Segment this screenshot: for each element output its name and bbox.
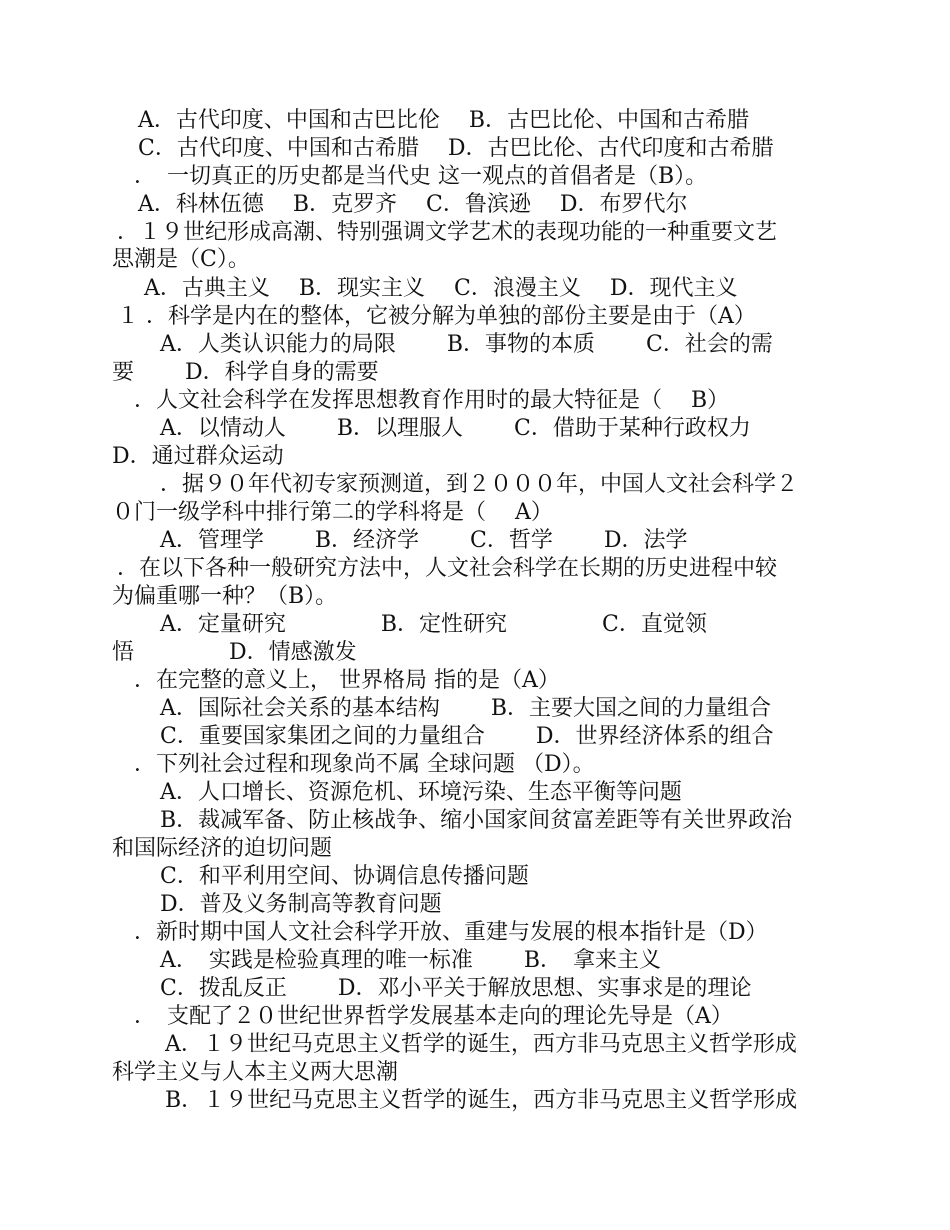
text-line: A．古代印度、中国和古巴比伦 B．古巴比伦、中国和古希腊 bbox=[138, 108, 750, 133]
text-line: A．古典主义 B．现实主义 C．浪漫主义 D．现代主义 bbox=[144, 276, 738, 301]
text-line: ． 一切真正的历史都是当代史 这一观点的首倡者是（B）。 bbox=[134, 164, 708, 189]
text-line: A．人类认识能力的局限 B．事物的本质 C．社会的需 bbox=[160, 332, 773, 357]
text-line: 思潮是（C）。 bbox=[112, 247, 250, 272]
text-line: ．１９世纪形成高潮、特别强调文学艺术的表现功能的一种重要文艺 bbox=[117, 220, 778, 245]
text-line: A．人口增长、资源危机、环境污染、生态平衡等问题 bbox=[160, 780, 682, 805]
text-line: 悟 D．情感激发 bbox=[112, 640, 357, 665]
text-line: A．管理学 B．经济学 C．哲学 D．法学 bbox=[160, 528, 688, 553]
text-line: 要 D．科学自身的需要 bbox=[112, 360, 379, 385]
text-line: ．下列社会过程和现象尚不属 全球问题 （D）。 bbox=[134, 752, 595, 777]
text-line: A．定量研究 B．定性研究 C．直觉领 bbox=[160, 612, 707, 637]
text-line: B．１９世纪马克思主义哲学的诞生，西方非马克思主义哲学形成 bbox=[165, 1088, 798, 1113]
text-line: ．据９０年代初专家预测道，到２０００年，中国人文社会科学２ bbox=[160, 472, 799, 497]
text-line: B．裁减军备、防止核战争、缩小国家间贫富差距等有关世界政治 bbox=[160, 808, 793, 833]
text-line: A．１９世纪马克思主义哲学的诞生，西方非马克思主义哲学形成 bbox=[165, 1032, 797, 1057]
text-line: A． 实践是检验真理的唯一标准 B． 拿来主义 bbox=[160, 948, 662, 973]
text-line: A．以情动人 B．以理服人 C．借助于某种行政权力 bbox=[160, 416, 751, 441]
text-line: D．通过群众运动 bbox=[112, 444, 284, 469]
text-line: C．古代印度、中国和古希腊 D．古巴比伦、古代印度和古希腊 bbox=[138, 136, 774, 161]
text-line: ．新时期中国人文社会科学开放、重建与发展的根本指针是（D） bbox=[134, 920, 768, 945]
text-line: ．在完整的意义上， 世界格局 指的是（A） bbox=[134, 668, 560, 693]
text-line: D．普及义务制高等教育问题 bbox=[160, 892, 442, 917]
text-line: C．拨乱反正 D．邓小平关于解放思想、实事求是的理论 bbox=[160, 976, 752, 1001]
text-line: ． 支配了２０世纪世界哲学发展基本走向的理论先导是（A） bbox=[134, 1004, 733, 1029]
text-line: ０门一级学科中排行第二的学科将是（ A） bbox=[112, 500, 553, 525]
text-line: １ ．科学是内在的整体，它被分解为单独的部份主要是由于（A） bbox=[117, 304, 756, 329]
text-line: C．和平利用空间、协调信息传播问题 bbox=[160, 864, 529, 889]
text-line: A．科林伍德 B．克罗齐 C．鲁滨逊 D．布罗代尔 bbox=[138, 192, 688, 217]
text-line: C．重要国家集团之间的力量组合 D．世界经济体系的组合 bbox=[160, 724, 774, 749]
text-line: A．国际社会关系的基本结构 B．主要大国之间的力量组合 bbox=[160, 696, 772, 721]
text-line: 科学主义与人本主义两大思潮 bbox=[112, 1060, 399, 1085]
text-line: 为偏重哪一种？（B）。 bbox=[112, 584, 338, 609]
text-line: 和国际经济的迫切问题 bbox=[112, 836, 333, 861]
text-line: ．在以下各种一般研究方法中，人文社会科学在长期的历史进程中较 bbox=[117, 556, 778, 581]
text-line: ．人文社会科学在发挥思想教育作用时的最大特征是（ B） bbox=[134, 388, 730, 413]
